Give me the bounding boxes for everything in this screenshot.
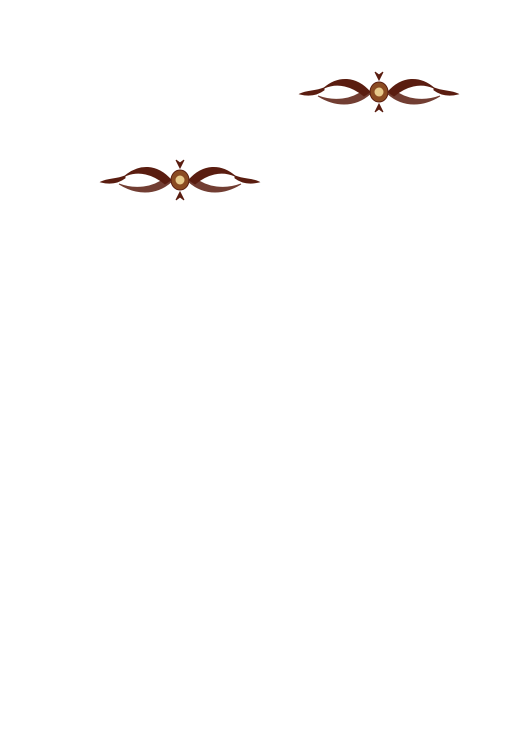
divider-ornament-right bbox=[294, 70, 464, 114]
divider-ornament bbox=[95, 158, 265, 202]
right-column bbox=[287, 50, 471, 140]
left-column bbox=[88, 108, 272, 226]
